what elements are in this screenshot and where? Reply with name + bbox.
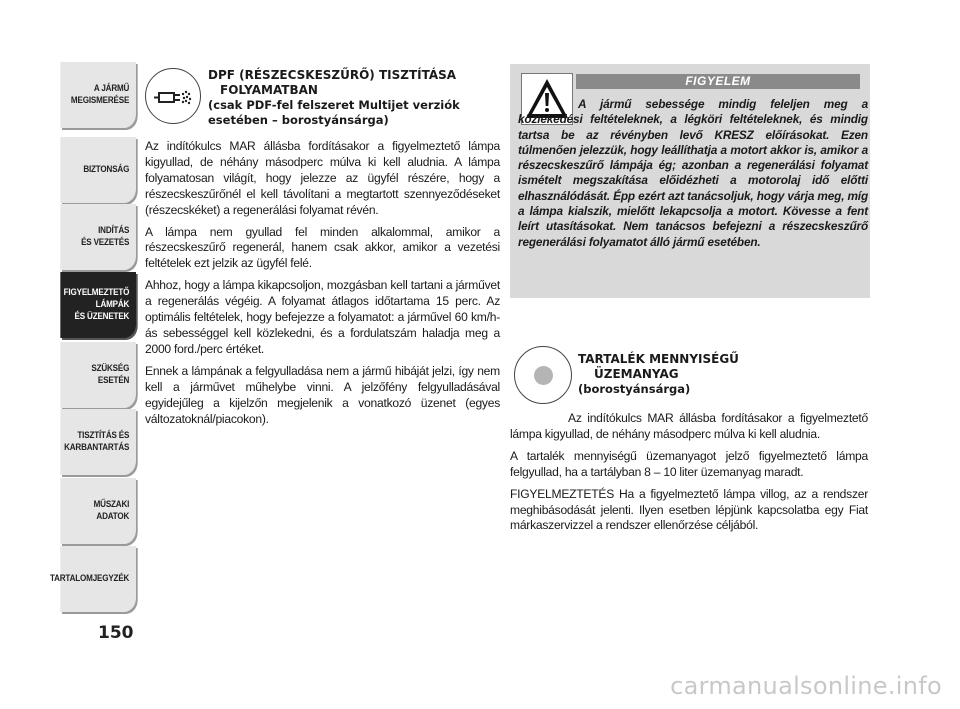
paragraph: FIGYELMEZTETÉS Ha a figyelmeztető lámpa villog, az a rendszer meghibásodását jelenti. Ilyen esetben lépjünk kapcsolatba egy Fiat márkaszervizzel a rendszer ellenőrzése céljából. xyxy=(510,486,868,533)
tab-tisztitas-es-karbantartas[interactable] xyxy=(60,409,136,475)
warning-text: A jármű sebessége mindig feleljen meg a közlekedési feltételeknek, a légköri feltételeknek, és mindig tartsa be az révényben levő KRESZ előírásokat. Ezen túlmenően jelezzük, hogy leállíthatja a motort akkor is, amikor a részecskeszűrő lámpája ég; azonban a regenerálási folyamat ismételt megszakítása előidézheti a motorolaj idő előtti elhasználódását. Épp ezért azt tanácsoljuk, hogy várja meg, míg a lámpa kialszik, mielőtt lekapcsolja a motort. Kövesse a fent leírt utasításokat. Nem tanácsos befejezni a részecskeszűrő regenerálási folyamatot álló jármű esetében. xyxy=(518,97,868,249)
tab-a-jarmu-megismerese[interactable] xyxy=(60,62,136,128)
paragraph: Ahhoz, hogy a lámpa kikapcsoljon, mozgásban kell tartani a járművet a regenerálás végéig. A folyamat átlagos időtartama 15 perc. Az optimális feltételek, hogy befejezze a folyamatot: a járművel 60 km/h-ás sebességgel kell közlekedni, és a fordulatszám haladja meg a 2000 ford./perc értéket. xyxy=(145,278,500,356)
paragraph: Az indítókulcs MAR állásba fordításakor a figyelmeztető lámpa kigyullad, de néhány másodperc múlva ki kell aludnia. A lámpa folyamatosan világít, hogy jelezze az ügyfél részére, hogy a részecskeszűrőnél el kell távolítani a megtartott szennyeződéseket (részecskéket) a regenerálási folyamat révén. xyxy=(145,139,500,217)
tab-label-line: A JÁRMŰ xyxy=(93,83,130,94)
paragraph: A lámpa nem gyullad fel minden alkalommal, amikor a részecskeszűrő regenerál, hanem csak akkor, amikor a vezetési feltételek ezt jelzik az ügyfél felé. xyxy=(145,224,500,271)
dpf-section-title xyxy=(208,68,508,128)
warning-box xyxy=(510,64,870,298)
warning-header: FIGYELEM xyxy=(576,74,860,89)
fuel-title-line: TARTALÉK MENNYISÉGŰ xyxy=(578,352,739,366)
tab-label-line: KARBANTARTÁS xyxy=(64,442,130,453)
indicator-dot xyxy=(534,366,553,385)
paragraph: Az indítókulcs MAR állásba fordításakor a figyelmeztető lámpa kigyullad, de néhány másodperc múlva ki kell aludnia. xyxy=(510,411,868,441)
page-number: 150 xyxy=(98,623,134,643)
tab-label-line: MEGISMERÉSE xyxy=(70,95,130,106)
tab-label-line: MŰSZAKI xyxy=(93,499,130,510)
tab-label-line: FIGYELMEZTETŐ xyxy=(63,287,130,298)
dpf-filter-icon xyxy=(145,68,201,124)
tab-label-line: TISZTÍTÁS ÉS xyxy=(77,430,130,441)
tab-label-line: INDÍTÁS xyxy=(98,225,130,236)
tab-label-line: ESETÉN xyxy=(97,375,130,386)
dpf-title-line: FOLYAMATBAN xyxy=(220,83,318,97)
fuel-body-text xyxy=(510,411,868,540)
dpf-subtitle-line: esetében – borostyánsárga) xyxy=(208,113,389,127)
tab-szukseg-eseten[interactable] xyxy=(60,342,136,408)
dpf-title-line: DPF (RÉSZECSKESZŰRŐ) TISZTÍTÁSA xyxy=(208,68,457,82)
fuel-subtitle-line: (borostyánsárga) xyxy=(578,382,691,396)
paragraph: Ennek a lámpának a felgyulladása nem a jármű hibáját jelzi, így nem kell a járművet műhelybe vinni. A jelzőfény felgyulladásával egyidejűleg a kijelzőn megjelenik a vonatkozó üzenet (egyes változatoknál/piacokon). xyxy=(145,363,500,426)
tab-figyelmezteto-lampak-active[interactable] xyxy=(60,272,136,338)
tab-label-line: TARTALOMJEGYZÉK xyxy=(49,573,130,584)
fuel-reserve-icon xyxy=(514,346,572,404)
paragraph: A tartalék mennyiségű üzemanyagot jelző figyelmeztető lámpa felgyullad, ha a tartályban 8 – 10 liter üzemanyag maradt. xyxy=(510,448,868,479)
tab-label-line: SZÜKSÉG xyxy=(91,363,130,374)
tab-biztonsag[interactable] xyxy=(60,137,136,203)
fuel-section-title xyxy=(578,352,868,397)
tab-label-line: BIZTONSÁG xyxy=(83,164,130,175)
dpf-subtitle-line: (csak PDF-fel felszeret Multijet verziók xyxy=(208,98,460,112)
tab-label-line: ADATOK xyxy=(96,511,130,522)
watermark: carmanualsonline.info xyxy=(670,672,942,700)
tab-label-line: ÉS VEZETÉS xyxy=(81,237,130,248)
tab-label-line: ÉS ÜZENETEK xyxy=(74,311,130,322)
tab-inditas-es-vezetes[interactable] xyxy=(60,204,136,270)
tab-tartalomjegyzek[interactable] xyxy=(49,546,136,612)
fuel-title-line: ÜZEMANYAG xyxy=(594,367,679,381)
tab-muszaki-adatok[interactable] xyxy=(60,478,136,544)
dpf-body-text xyxy=(145,139,500,433)
tab-label-line: LÁMPÁK xyxy=(95,299,130,310)
